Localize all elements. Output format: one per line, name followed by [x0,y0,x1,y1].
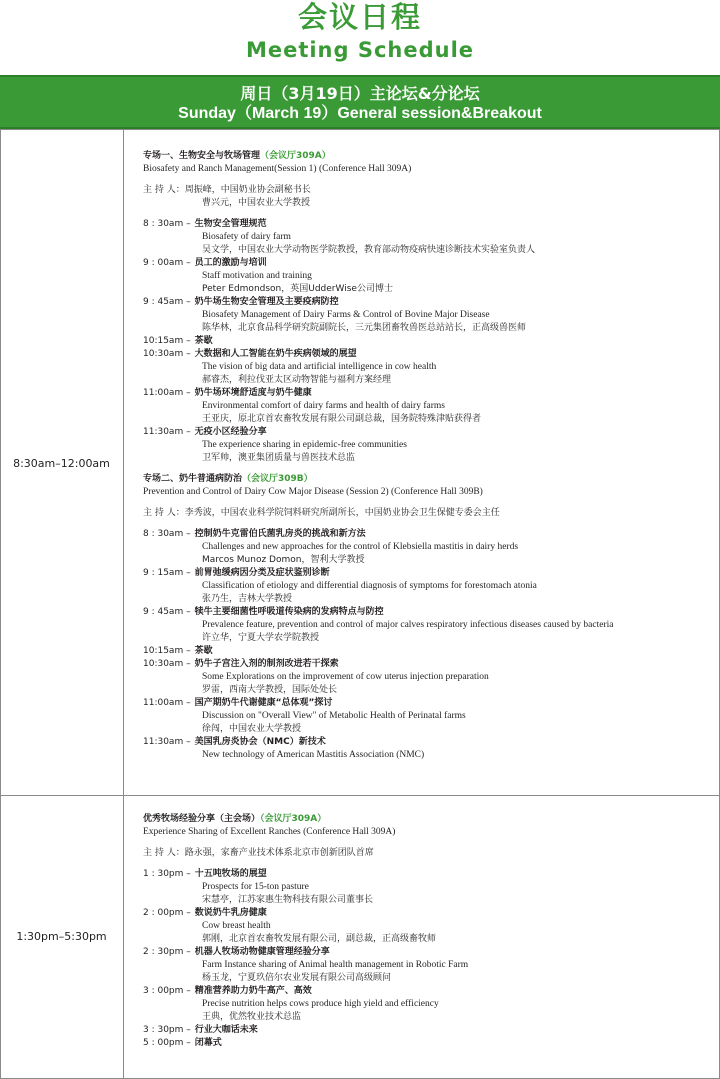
agenda-title-en: The experience sharing in epidemic-free communities [202,440,407,450]
agenda-item [143,257,713,270]
agenda-time: 9 : 15am – [143,568,191,578]
agenda-title: 国产期奶牛代谢健康“总体观”探讨 [194,698,333,708]
agenda-title: 美国乳房炎协会（NMC）新技术 [194,737,326,747]
session2-title-en: Prevention and Control of Dairy Cow Major Disease (Session 2) (Conference Hall 309B) [143,487,483,497]
morning-divider [123,129,124,796]
agenda-time: 2 : 30pm – [143,947,191,957]
agenda-time: 8 : 30am – [143,219,191,229]
session1-host2: 曹兴元，中国农业大学教授 [202,198,311,208]
agenda-title: 奶牛场生物安全管理及主要疫病防控 [194,297,339,307]
page-title-en: Meeting Schedule [245,38,475,62]
agenda-time: 3 : 30pm – [143,1025,191,1035]
agenda-item [143,387,713,400]
session2-host1: 李秀波，中国农业科学院饲料研究所副所长，中国奶业协会卫生保健专委会主任 [184,508,500,518]
agenda-title: 精准营养助力奶牛高产、高效 [194,986,312,996]
agenda-time: 3 : 00pm – [143,986,191,996]
agenda-item [143,567,713,580]
agenda-time: 10:30am – [143,349,191,359]
agenda-title: 茶歇 [194,336,213,346]
agenda-title: 茶歇 [194,646,213,656]
morning-time: 8:30am–12:00am [13,457,110,470]
agenda-item [143,606,713,619]
agenda-item [143,907,713,920]
agenda-title-en: The vision of big data and artificial intelligence in cow health [202,362,437,372]
agenda-speaker: Peter Edmondson，英国UdderWise公司博士 [202,284,393,294]
agenda-title: 行业大咖话未来 [194,1025,258,1035]
agenda-item [143,348,713,361]
agenda-item [143,426,713,439]
agenda-time: 2 : 00pm – [143,908,191,918]
agenda-item [143,335,713,348]
agenda-item [143,296,713,309]
agenda-title: 犊牛主要细菌性呼吸道传染病的发病特点与防控 [194,607,384,617]
session1-title: 专场一、生物安全与牧场管理 [143,151,261,161]
agenda-speaker: 吴文学，中国农业大学动物医学院教授，教育部动物疫病快速诊断技术实验室负责人 [202,245,536,255]
session3-title-en: Experience Sharing of Excellent Ranches (Conference Hall 309A) [143,827,396,837]
agenda-title: 无疫小区经验分享 [194,427,267,437]
session2-title: 专场二、奶牛普通病防治 [143,474,243,484]
agenda-item [143,528,713,541]
agenda-speaker: 王典，优然牧业技术总监 [202,1012,302,1022]
afternoon-divider [123,795,124,1079]
agenda-title-en: Environmental comfort of dairy farms and health of dairy farms [202,401,445,411]
session1-items [143,218,713,465]
agenda-item [143,946,713,959]
agenda-title: 数说奶牛乳房健康 [194,908,267,918]
session3-items [143,868,713,1050]
agenda-title-en: Challenges and new approaches for the control of Klebsiella mastitis in dairy herds [202,542,519,552]
agenda-speaker: 罗雷，西南大学教授，国际处处长 [202,685,338,695]
banner-title-zh: 周日（3月19日）主论坛&分论坛 [240,84,480,103]
agenda-time: 10:15am – [143,646,191,656]
agenda-time: 11:30am – [143,737,191,747]
agenda-title-en: New technology of American Mastitis Association (NMC) [202,750,425,760]
agenda-title: 控制奶牛克雷伯氏菌乳房炎的挑战和新方法 [194,529,366,539]
agenda-item [143,736,713,749]
session3-host1: 路永强，家畜产业技术体系北京市创新团队首席 [184,848,374,858]
agenda-title-en: Biosafety Management of Dairy Farms & Control of Bovine Major Disease [202,310,490,320]
agenda-time: 10:15am – [143,336,191,346]
agenda-item [143,1037,713,1050]
agenda-title-en: Discussion on "Overall View" of Metabolic Health of Perinatal farms [202,711,466,721]
agenda-title-en: Staff motivation and training [202,271,312,281]
agenda-speaker: Marcos Munoz Domon，智利大学教授 [202,555,365,565]
agenda-time: 1 : 30pm – [143,869,191,879]
agenda-item [143,985,713,998]
agenda-title: 奶牛场环境舒适度与奶牛健康 [194,388,312,398]
day-banner [0,75,720,129]
session1-hall: （会议厅309A） [260,151,331,161]
agenda-speaker: 张乃生，吉林大学教授 [202,594,293,604]
agenda-title: 生物安全管理规范 [194,219,267,229]
agenda-speaker: 卫军帅，澳亚集团质量与兽医技术总监 [202,453,356,463]
agenda-time: 9 : 45am – [143,297,191,307]
agenda-speaker: 杨玉龙，宁夏玖倍尔农业发展有限公司高级顾问 [202,973,392,983]
agenda-item [143,645,713,658]
agenda-time: 10:30am – [143,659,191,669]
agenda-item [143,697,713,710]
agenda-time: 11:00am – [143,698,191,708]
agenda-title-en: Cow breast health [202,921,271,931]
session3-host-label: 主 持 人： [143,848,185,858]
agenda-speaker: 宋慧亭，江苏家惠生物科技有限公司董事长 [202,895,374,905]
session2-host-label: 主 持 人： [143,508,185,518]
session3 [143,813,713,1050]
agenda-title-en: Some Explorations on the improvement of cow uterus injection preparation [202,672,489,682]
agenda-title: 机器人牧场动物健康管理经验分享 [194,947,330,957]
session2-hall: （会议厅309B） [242,474,313,484]
agenda-item [143,868,713,881]
agenda-time: 8 : 30am – [143,529,191,539]
afternoon-time: 1:30pm–5:30pm [16,930,107,943]
agenda-speaker: 陈华林，北京食品科学研究院副院长，三元集团畜牧兽医总站站长，正高级兽医师 [202,323,527,333]
agenda-title-en: Farm Instance sharing of Animal health management in Robotic Farm [202,960,469,970]
agenda-title: 大数据和人工智能在奶牛疾病领域的展望 [194,349,357,359]
agenda-title: 奶牛子宫注入剂的制剂改进若干探索 [194,659,339,669]
agenda-time: 11:00am – [143,388,191,398]
session3-hall: （会议厅309A） [260,814,327,824]
agenda-title: 闭幕式 [194,1038,222,1048]
agenda-speaker: 许立华，宁夏大学农学院教授 [202,633,320,643]
agenda-item [143,1024,713,1037]
banner-title-en: Sunday（March 19）General session&Breakout [178,105,542,122]
session1-host-label: 主 持 人： [143,185,185,195]
agenda-title-en: Classification of etiology and differential diagnosis of symptoms for forestomach atonia [202,581,537,591]
agenda-title: 前胃弛缓病因分类及症状鉴别诊断 [194,568,330,578]
agenda-speaker: 王亚庆，原北京首农畜牧发展有限公司副总裁，国务院特殊津贴获得者 [202,414,482,424]
session3-title: 优秀牧场经验分享（主会场） [143,814,261,824]
agenda-title-en: Precise nutrition helps cows produce high yield and efficiency [202,999,439,1009]
agenda-time: 11:30am – [143,427,191,437]
agenda-speaker: 郭刚，北京首农畜牧发展有限公司，副总裁，正高级畜牧师 [202,934,437,944]
agenda-title: 员工的激励与培训 [194,258,267,268]
agenda-title-en: Biosafety of dairy farm [202,232,291,242]
agenda-time: 5 : 00pm – [143,1038,191,1048]
session1-title-en: Biosafety and Ranch Management(Session 1) (Conference Hall 309A) [143,164,412,174]
agenda-item [143,658,713,671]
agenda-speaker: 郝睿杰，利拉伐亚太区动物智能与福利方案经理 [202,375,392,385]
agenda-title: 十五吨牧场的展望 [194,869,267,879]
session1-host1: 周振峰，中国奶业协会副秘书长 [184,185,311,195]
page-title-zh: 会议日程 [297,0,422,34]
agenda-speaker: 徐闯，中国农业大学教授 [202,724,302,734]
agenda-time: 9 : 45am – [143,607,191,617]
agenda-item [143,218,713,231]
agenda-title-en: Prevalence feature, prevention and control of major calves respiratory infectious diseases caused by bacteria [202,620,614,630]
agenda-title-en: Prospects for 15-ton pasture [202,882,309,892]
agenda-time: 9 : 00am – [143,258,191,268]
session1 [143,150,713,762]
session2-items [143,528,713,762]
